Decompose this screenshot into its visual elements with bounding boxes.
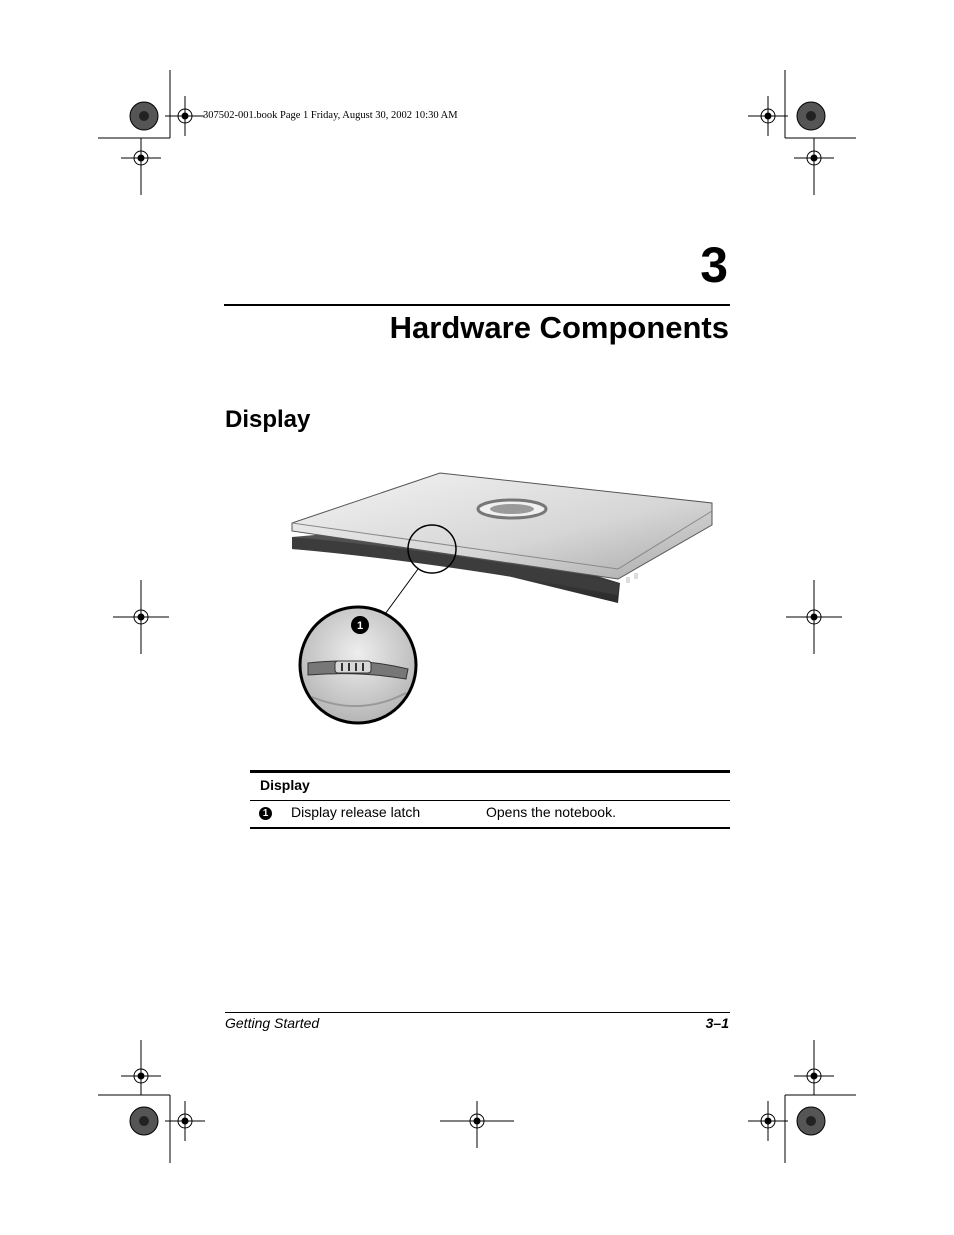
callout-number-icon: 1 — [259, 807, 272, 820]
notebook-illustration — [280, 465, 730, 730]
footer-page-number: 3–1 — [705, 1015, 729, 1031]
figure-callout-badge — [351, 616, 369, 634]
footer-book-title: Getting Started — [225, 1015, 320, 1031]
svg-text:1: 1 — [356, 620, 364, 632]
chapter-divider — [224, 304, 730, 306]
notebook-body — [292, 473, 712, 625]
footer-divider — [225, 1012, 730, 1013]
chapter-title: Hardware Components — [389, 310, 729, 345]
print-header: 307502-001.book Page 1 Friday, August 30, 2002 10:30 AM — [203, 110, 458, 121]
component-name: Display release latch — [291, 804, 421, 820]
table-bottom-rule — [250, 827, 730, 829]
table-header: Display — [260, 777, 310, 793]
section-heading: Display — [225, 406, 311, 433]
chapter-number: 3 — [700, 237, 728, 293]
component-table — [250, 770, 730, 829]
component-description: Opens the notebook. — [486, 804, 616, 820]
table-row — [250, 801, 730, 827]
